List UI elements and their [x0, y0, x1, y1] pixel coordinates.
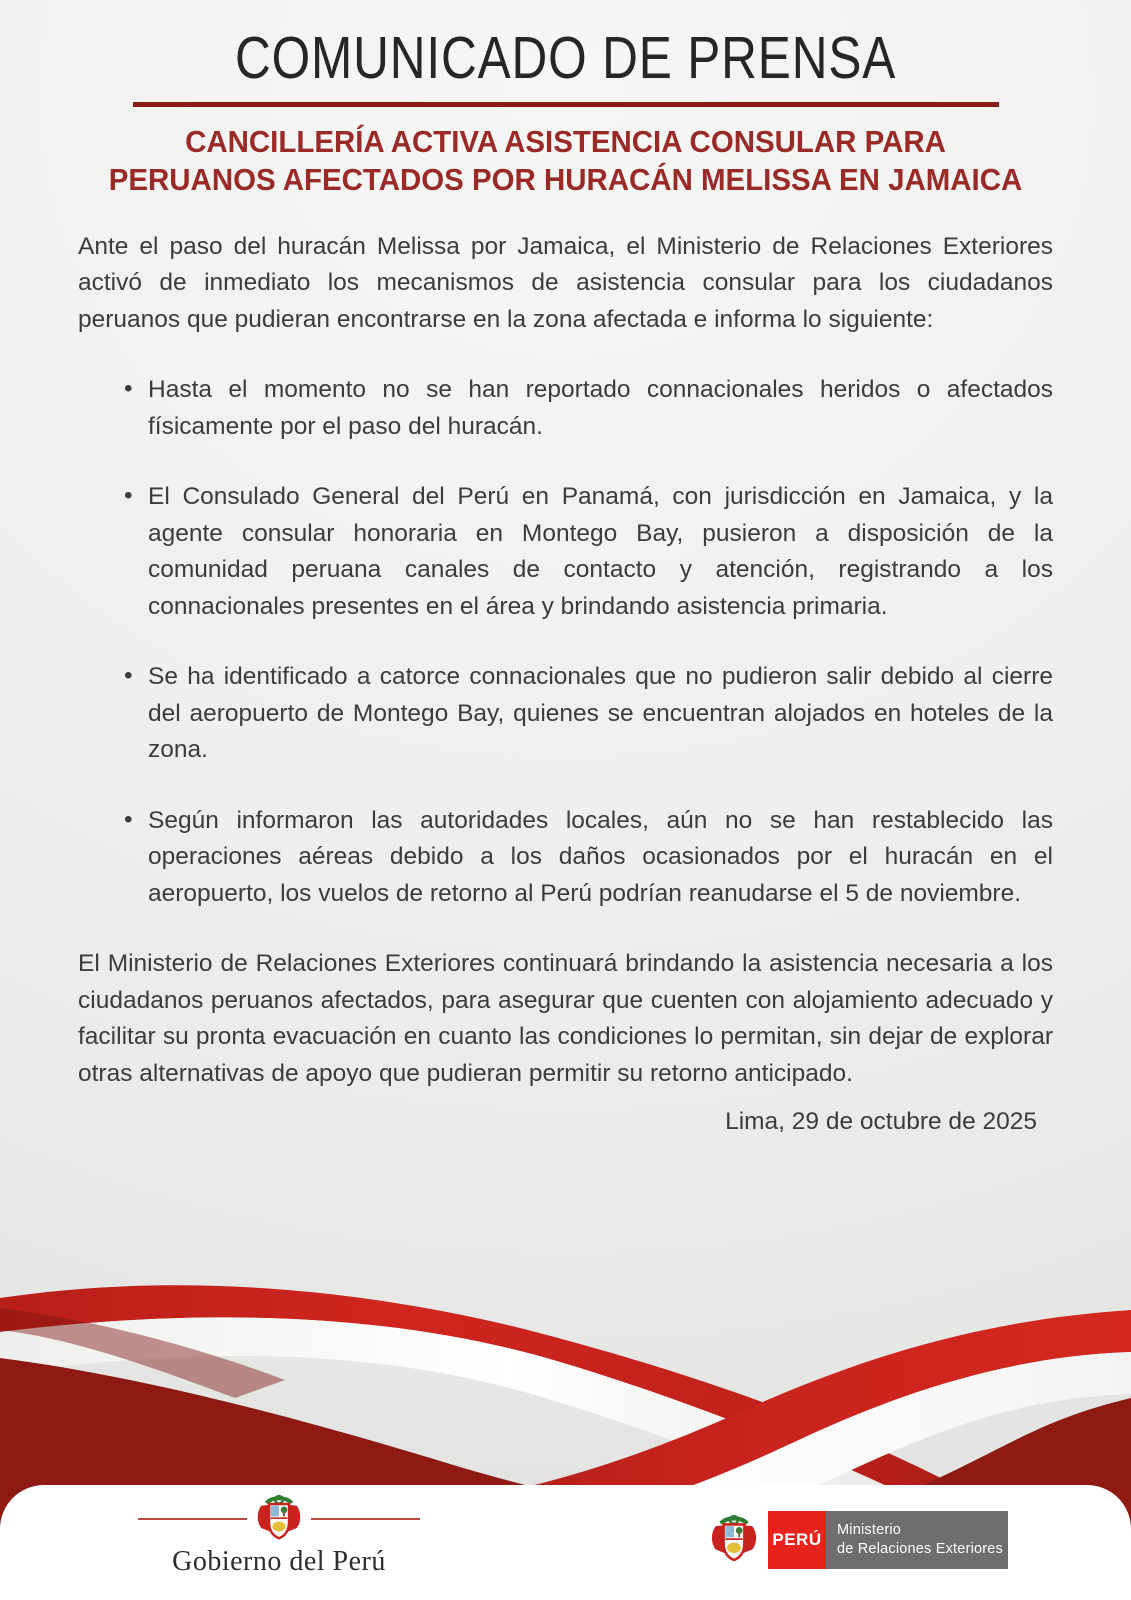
gobierno-logo-row [138, 1493, 420, 1545]
closing-paragraph: El Ministerio de Relaciones Exteriores continuará brindando la asistencia necesaria a los ciudadanos peruanos afectados, para asegurar que cuenten con alojamiento adecuado y facilitar su pronta evacuación en cuanto las condiciones lo permitan, sin dejar de explorar otras alternativas de apoyo que pudieran permitir su retorno anticipado. [78, 950, 1053, 1087]
headline [0, 123, 1131, 199]
logo-left-divider [138, 1518, 247, 1520]
ministry-name-line-1: Ministerio [837, 1522, 902, 1539]
ministry-name-box [826, 1511, 1008, 1569]
page-title [0, 0, 1131, 92]
gobierno-del-peru-logo [138, 1493, 420, 1578]
headline-line-2: PERUANOS AFECTADOS POR HURACÁN MELISSA EN JAMAICA [108, 161, 1023, 197]
dateline: Lima, 29 de octubre de 2025 [725, 1108, 1037, 1136]
bullet-item-2: • El Consulado General del Perú en Panamá, con jurisdicción en Jamaica, y la agente consular honoraria en Montego Bay, pusieron a disposición de la comunidad peruana canales de contacto y atención, registrando a los connacionales presentes en el área y brindando asistencia primaria. [78, 479, 1053, 625]
peru-brand-box: PERÚ [768, 1511, 826, 1569]
bullet-item-4: • Según informaron las autoridades locales, aún no se han restablecido las operaciones aéreas debido a los daños ocasionados por el huracán en el aeropuerto, los vuelos de retorno al Perú podrían reanudarse el 5 de noviembre. [78, 803, 1053, 913]
bullet-item-1: • Hasta el momento no se han reportado connacionales heridos o afectados físicamente por el paso del huracán. [78, 372, 1053, 445]
intro-paragraph: Ante el paso del huracán Melissa por Jamaica, el Ministerio de Relaciones Exteriores activó de inmediato los mecanismos de asistencia consular para los ciudadanos peruanos que pudieran encontrarse en la zona afectada e informa lo siguiente: [78, 232, 1053, 333]
page-title-text: COMUNICADO DE PRENSA [234, 25, 897, 91]
headline-line-1: CANCILLERÍA ACTIVA ASISTENCIA CONSULAR PARA [185, 124, 946, 159]
peru-coat-of-arms-icon [708, 1512, 760, 1568]
peru-coat-of-arms-icon [254, 1493, 304, 1545]
ministry-name-line-2: de Relaciones Exteriores [837, 1541, 1003, 1557]
gobierno-logo-label: Gobierno del Perú [172, 1546, 386, 1577]
bullet-list [78, 372, 1053, 912]
bullet-item-3: • Se ha identificado a catorce connacionales que no pudieron salir debido al cierre del aeropuerto de Montego Bay, quienes se encuentran alojados en hoteles de la zona. [78, 659, 1053, 769]
logo-right-divider [311, 1518, 420, 1520]
title-divider-rule [133, 102, 999, 107]
footer-panel [0, 1485, 1131, 1600]
document-body [0, 199, 1131, 1141]
ministry-logo [708, 1511, 1008, 1569]
